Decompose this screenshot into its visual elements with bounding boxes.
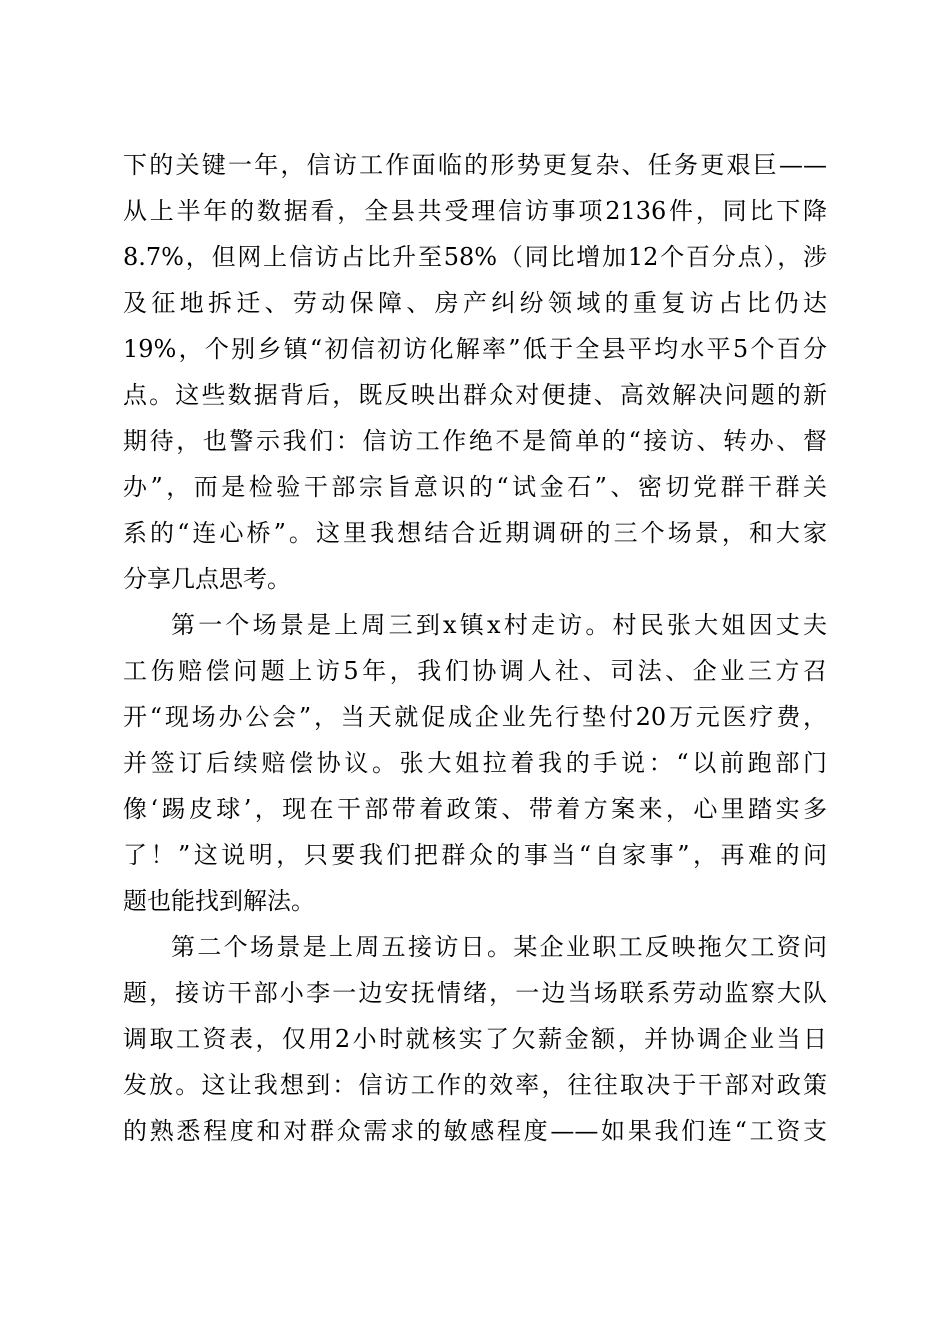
text-line: 工伤赔偿问题上访5年，我们协调人社、司法、企业三方召 (123, 657, 827, 685)
text-line: 像‘踢皮球’，现在干部带着政策、带着方案来，心里踏实多 (123, 795, 827, 823)
text-line: 题，接访干部小李一边安抚情绪，一边当场联系劳动监察大队 (123, 979, 827, 1007)
text-line: 8.7%，但网上信访占比升至58%（同比增加12个百分点），涉 (123, 243, 827, 271)
text-line: 的熟悉程度和对群众需求的敏感程度——如果我们连“工资支 (123, 1117, 827, 1145)
text-line: 系的“连心桥”。这里我想结合近期调研的三个场景，和大家 (123, 519, 827, 547)
text-line: 从上半年的数据看，全县共受理信访事项2136件，同比下降 (123, 197, 827, 225)
document-body (123, 142, 827, 1154)
paragraph-first-line: 第二个场景是上周五接访日。某企业职工反映拖欠工资问 (171, 933, 827, 961)
text-line: 并签订后续赔偿协议。张大姐拉着我的手说：“以前跑部门 (123, 749, 827, 777)
text-line: 调取工资表，仅用2小时就核实了欠薪金额，并协调企业当日 (123, 1025, 827, 1053)
text-line: 了！”这说明，只要我们把群众的事当“自家事”，再难的问 (123, 841, 827, 869)
text-line: 办”，而是检验干部宗旨意识的“试金石”、密切党群干群关 (123, 473, 827, 501)
text-line: 题也能找到解法。 (123, 887, 315, 915)
text-line: 分享几点思考。 (123, 565, 291, 593)
text-line: 及征地拆迁、劳动保障、房产纠纷领域的重复访占比仍达 (123, 289, 827, 317)
text-line: 点。这些数据背后，既反映出群众对便捷、高效解决问题的新 (123, 381, 827, 409)
paragraph-first-line: 第一个场景是上周三到x镇x村走访。村民张大姐因丈夫 (171, 611, 827, 639)
text-line: 下的关键一年，信访工作面临的形势更复杂、任务更艰巨—— (123, 151, 827, 179)
text-line: 发放。这让我想到：信访工作的效率，往往取决于干部对政策 (123, 1071, 827, 1099)
text-line: 期待，也警示我们：信访工作绝不是简单的“接访、转办、督 (123, 427, 827, 455)
text-line: 开“现场办公会”，当天就促成企业先行垫付20万元医疗费， (123, 703, 827, 731)
text-line: 19%，个别乡镇“初信初访化解率”低于全县平均水平5个百分 (123, 335, 827, 363)
